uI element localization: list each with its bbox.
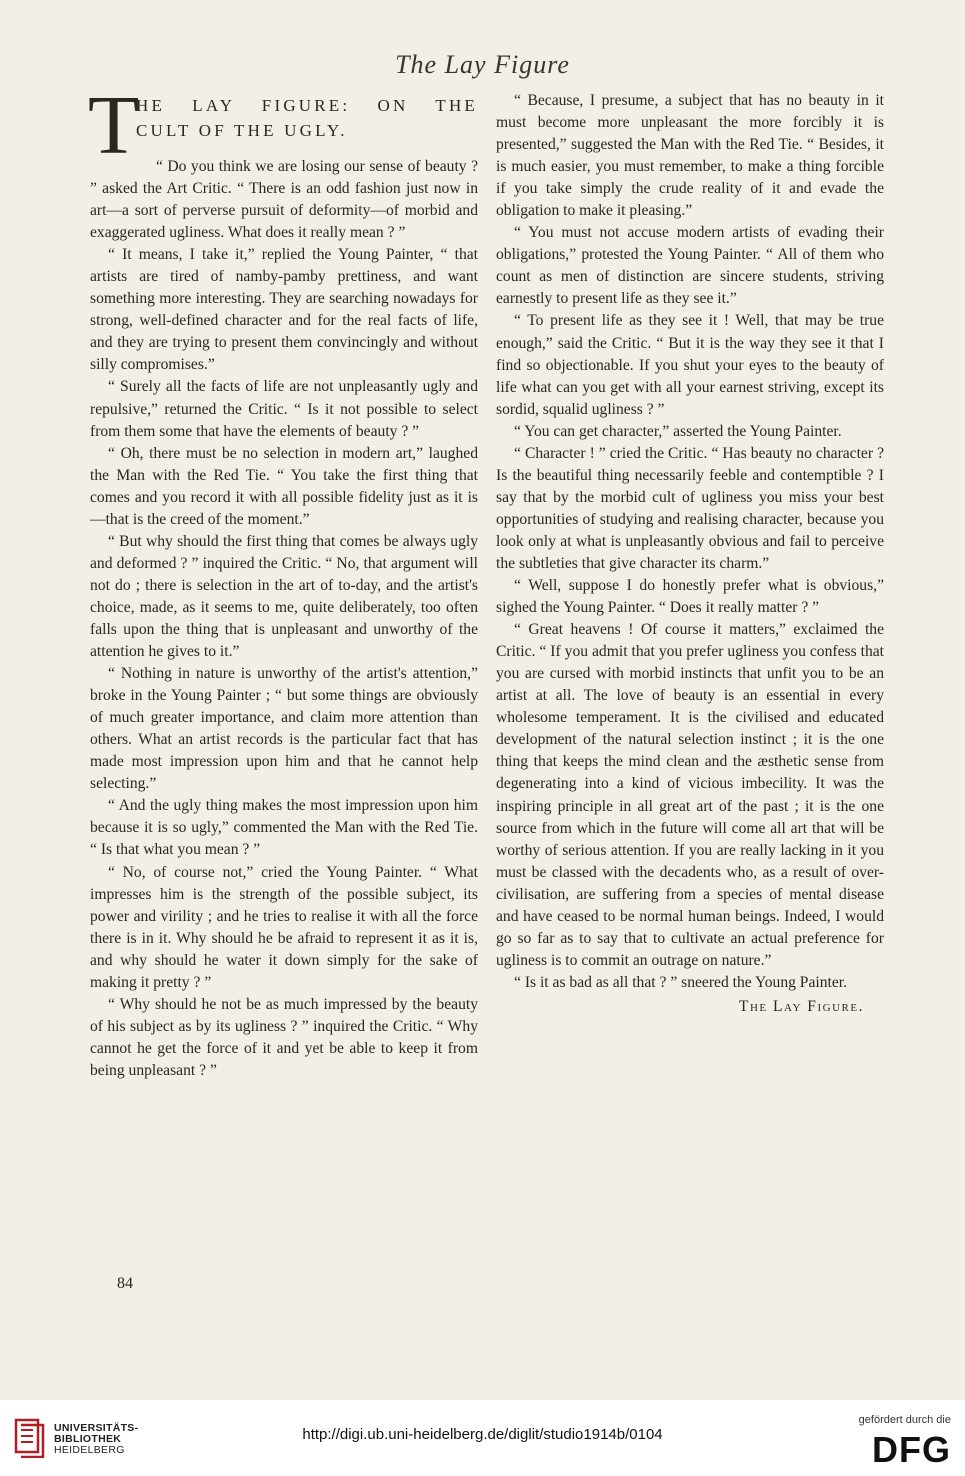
paragraph: “ It means, I take it,” replied the Young Painter, “ that artists are tired of namby-pamby prettiness, and want something more interesting. They are searching nowadays for strong, well-defined character and for the real facts of life, and they are trying to present them convincingly and without silly compromises.” [90, 246, 478, 374]
permalink-url[interactable]: http://digi.ub.uni-heidelberg.de/diglit/studio1914b/0104 [302, 1426, 663, 1443]
article-heading [88, 79, 478, 172]
paragraph: “ Surely all the facts of life are not unpleasantly ugly and repulsive,” returned the Critic. “ Is it not possible to select from them some that have the elements of beauty ? ” [90, 378, 478, 440]
library-name-line-2: BIBLIOTHEK [54, 1433, 122, 1445]
paragraph: “ You can get character,” asserted the Young Painter. [514, 422, 842, 440]
paragraph: “ No, of course not,” cried the Young Painter. “ What impresses him is the strength of the possible subject, its power and virility ; and he tries to realise it with all the force there is in it. Why should he be afraid to represent it as it is, and why should he water it down simply for the sake of making it pretty ? ” [90, 863, 478, 991]
article-title [136, 93, 478, 143]
page-number: 84 [117, 1275, 133, 1292]
left-column [88, 79, 478, 1082]
dfg-logo[interactable]: DFG [872, 1429, 951, 1470]
paragraph: “ To present life as they see it ! Well, that may be true enough,” said the Critic. “ But it is the way they see it that I find so objectionable. If you shut your eyes to the beauty of life what can you get with all your earnest striving, except its sordid, squalid ugliness ? ” [496, 312, 884, 418]
paragraph: “ You must not accuse modern artists of evading their obligations,” protested the Young Painter. “ All of them who count as men of distinction are sincere students, striving earnestly to present life as they see it.” [496, 224, 884, 308]
paragraph: “ Because, I presume, a subject that has no beauty in it must become more unpleasant the more forcibly it is presented,” suggested the Man with the Red Tie. “ Besides, it is much easier, you must remember, to make a thing forcible if you take simply the crude reality of it and evade the obligation to make it pleasing.” [496, 92, 884, 220]
title-line-2: CULT OF THE UGLY. [136, 121, 348, 140]
library-name-line-1: UNIVERSITÄTS- [54, 1422, 139, 1434]
signature: The Lay Figure. [738, 997, 864, 1015]
paragraph: “ And the ugly thing makes the most impression upon him because it is so ugly,” commented the Man with the Red Tie. “ Is that what you mean ? ” [90, 797, 478, 859]
title-line-1: HE LAY FIGURE: ON THE [136, 96, 478, 115]
running-head: The Lay Figure [395, 50, 570, 79]
digitization-footer [0, 1400, 965, 1476]
paragraph: “ Character ! ” cried the Critic. “ Has beauty no character ? Is the beautiful thing necessarily feeble and contemptible ? I say that by the morbid cult of ugliness you miss your best opportunities of studying and realising character, because you look only at what is unpleasantly obvious and fail to perceive the subtleties that give character its charm.” [496, 444, 884, 572]
paragraph: “ Well, suppose I do honestly prefer what is obvious,” sighed the Young Painter. “ Does it really matter ? ” [496, 577, 884, 617]
right-column [496, 90, 884, 1018]
paragraph: “ Is it as bad as all that ? ” sneered the Young Painter. [514, 973, 848, 991]
paragraph: “ Nothing in nature is unworthy of the artist's attention,” broke in the Young Painter ; “ but some things are obviously of much greater importance, and claim more attention than others. What an artist records is the particular fact that has made most impression upon him and that he cannot help selecting.” [90, 665, 478, 793]
paragraph: “ Do you think we are losing our sense of beauty ? ” asked the Art Critic. “ There is an odd fashion just now in art—a sort of perverse pursuit of deformity—of morbid and exaggerated ugliness. What does it really mean ? ” [90, 158, 478, 242]
funded-by-label: gefördert durch die [858, 1414, 951, 1426]
paragraph: “ Oh, there must be no selection in modern art,” laughed the Man with the Red Tie. “ You take the first thing that comes and you record it with all possible fidelity just as it is—that is the creed of the moment.” [90, 444, 478, 528]
paragraph: “ Great heavens ! Of course it matters,” exclaimed the Critic. “ If you admit that you prefer ugliness you confess that you are cursed with morbid instincts that unfit you to be an artist at all. The love of beauty is an essential in every wholesome temperament. It is the civilised and educated development of the natural selection instinct ; it is the one thing that keeps the mind clean and the æsthetic sense from degenerating into a kind of vicious imbecility. It was the inspiring principle in all great art of the past ; it is the one source from which in the future will come all art that will be worthy of serious attention. If you are really lacking in it you must be classed with the decadents who, as a result of over-civilisation, are suffering from a species of mental disease and have ceased to be normal human beings. Indeed, I would go so far as to say that to cultivate an actual preference for ugliness is to commit an outrage on nature.” [496, 621, 884, 969]
drop-cap: T [88, 79, 140, 172]
paragraph: “ Why should he not be as much impressed by the beauty of his subject as by its ugliness ? ” inquired the Critic. “ Why cannot he get the force of it and yet be able to keep it from being unpleasant ? ” [90, 995, 478, 1079]
paragraph: “ But why should the first thing that comes be always ugly and deformed ? ” inquired the Critic. “ No, that argument will not do ; there is selection in the art of to-day, and the artist's choice, made, as it seems to me, quite deliberately, too often falls upon the thing that is unpleasant and unworthy of the attention he gives to it.” [90, 532, 478, 661]
library-name-line-3: HEIDELBERG [54, 1444, 125, 1456]
